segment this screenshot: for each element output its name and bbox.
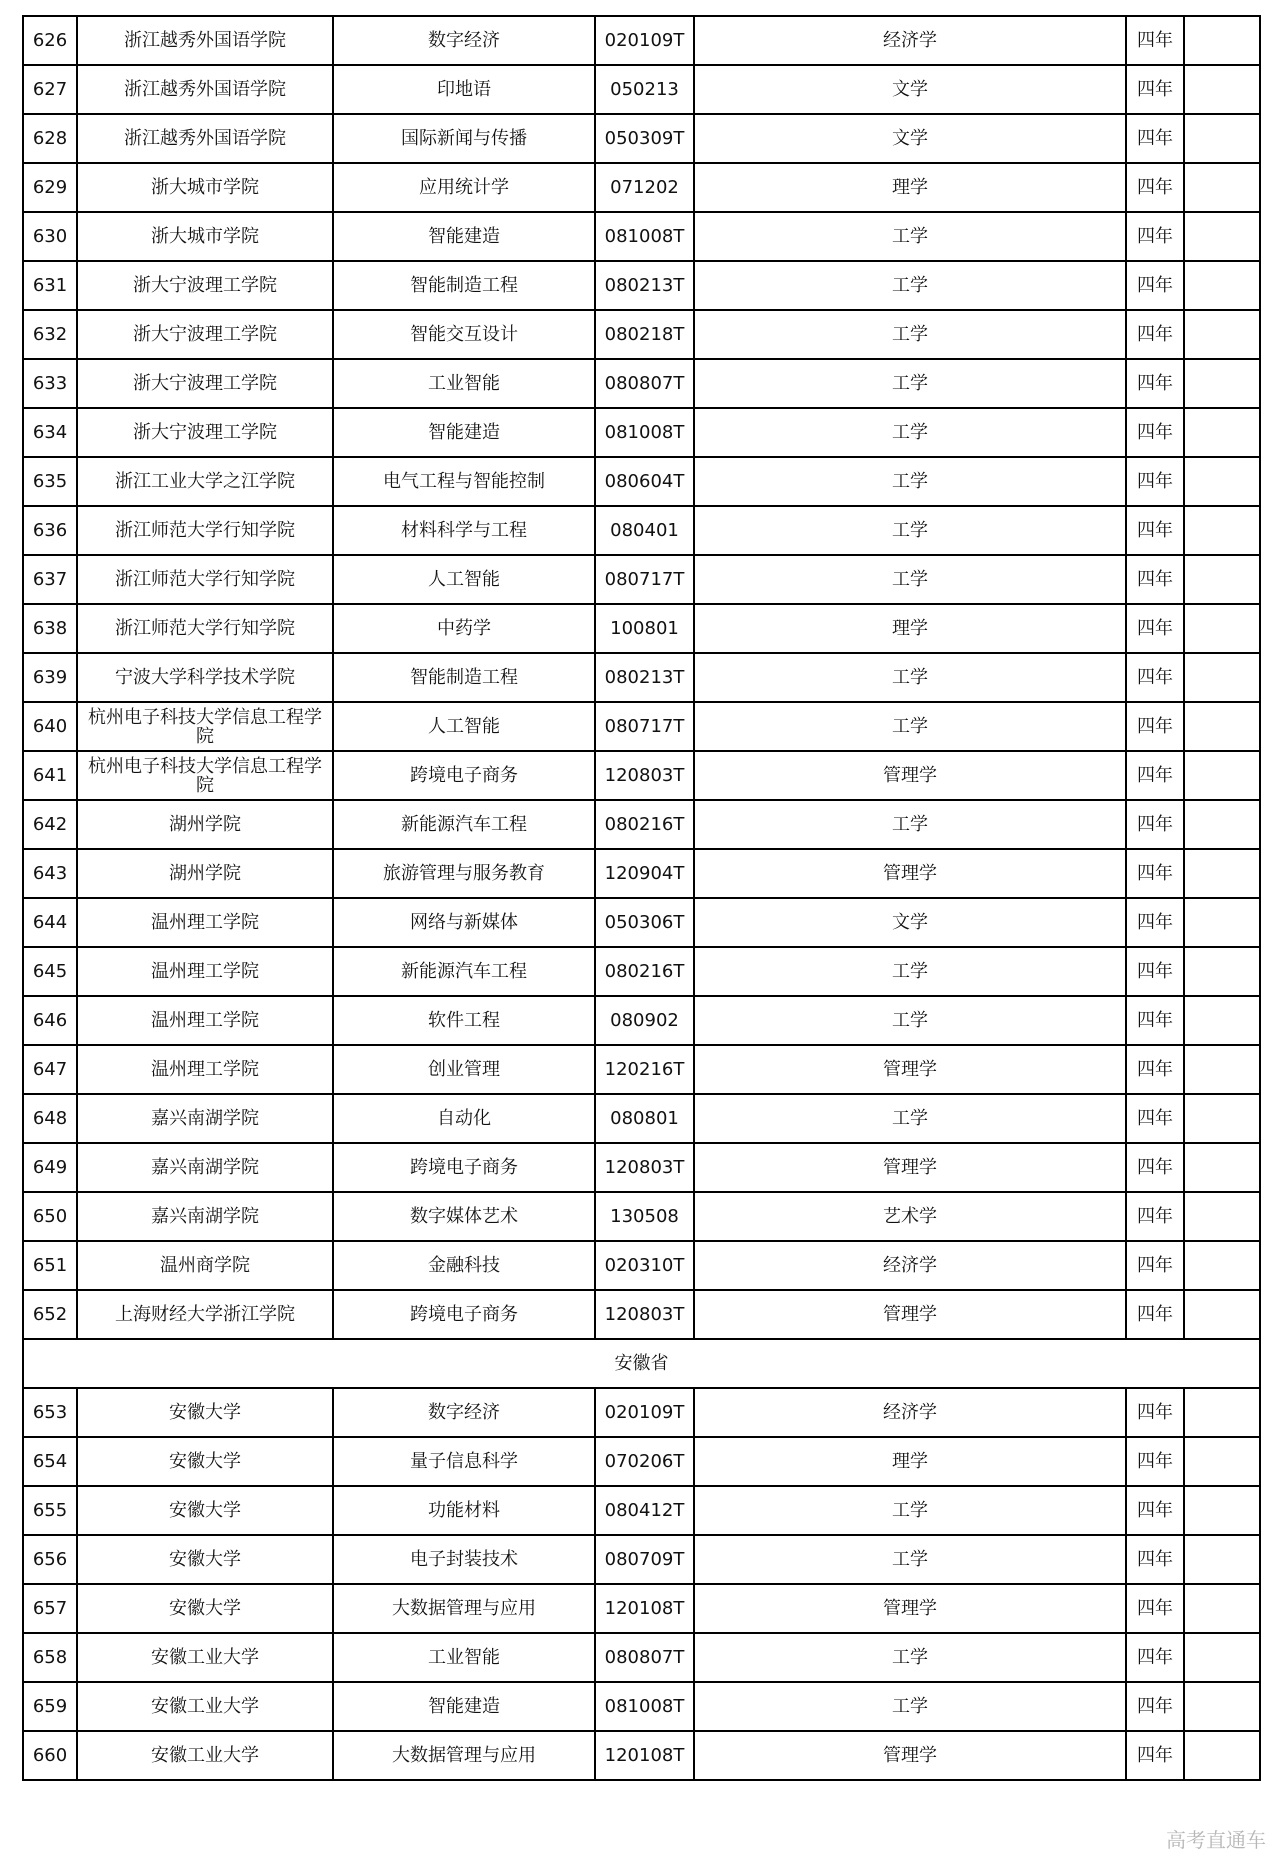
major-code-cell: 081008T	[595, 212, 694, 261]
remark-cell	[1184, 114, 1260, 163]
school-name-cell: 浙江越秀外国语学院	[77, 114, 333, 163]
remark-cell	[1184, 849, 1260, 898]
row-number-cell: 646	[23, 996, 77, 1045]
major-name-cell: 智能建造	[333, 1682, 595, 1731]
row-number-cell: 635	[23, 457, 77, 506]
major-code-cell: 120216T	[595, 1045, 694, 1094]
major-code-cell: 050213	[595, 65, 694, 114]
study-duration-cell: 四年	[1126, 555, 1184, 604]
remark-cell	[1184, 1143, 1260, 1192]
discipline-category-cell: 工学	[694, 947, 1126, 996]
remark-cell	[1184, 947, 1260, 996]
remark-cell	[1184, 310, 1260, 359]
table-row	[23, 1486, 1260, 1535]
school-name-cell: 安徽大学	[77, 1437, 333, 1486]
table-row	[23, 1045, 1260, 1094]
table-row	[23, 1584, 1260, 1633]
school-name-cell: 浙大城市学院	[77, 212, 333, 261]
major-name-cell: 金融科技	[333, 1241, 595, 1290]
discipline-category-cell: 工学	[694, 1535, 1126, 1584]
study-duration-cell: 四年	[1126, 751, 1184, 800]
major-name-cell: 电子封装技术	[333, 1535, 595, 1584]
row-number-cell: 632	[23, 310, 77, 359]
major-name-cell: 中药学	[333, 604, 595, 653]
school-name-cell: 安徽工业大学	[77, 1633, 333, 1682]
table-row	[23, 457, 1260, 506]
remark-cell	[1184, 1094, 1260, 1143]
table-row	[23, 1633, 1260, 1682]
major-name-cell: 跨境电子商务	[333, 1143, 595, 1192]
table-row	[23, 1241, 1260, 1290]
remark-cell	[1184, 996, 1260, 1045]
row-number-cell: 653	[23, 1388, 77, 1437]
row-number-cell: 628	[23, 114, 77, 163]
study-duration-cell: 四年	[1126, 653, 1184, 702]
major-code-cell: 070206T	[595, 1437, 694, 1486]
school-name-cell: 浙江师范大学行知学院	[77, 555, 333, 604]
discipline-category-cell: 艺术学	[694, 1192, 1126, 1241]
row-number-cell: 658	[23, 1633, 77, 1682]
discipline-category-cell: 工学	[694, 310, 1126, 359]
major-name-cell: 工业智能	[333, 1633, 595, 1682]
major-name-cell: 大数据管理与应用	[333, 1731, 595, 1780]
remark-cell	[1184, 1731, 1260, 1780]
row-number-cell: 631	[23, 261, 77, 310]
study-duration-cell: 四年	[1126, 16, 1184, 65]
school-name-cell: 浙江师范大学行知学院	[77, 506, 333, 555]
row-number-cell: 634	[23, 408, 77, 457]
school-name-cell: 浙江越秀外国语学院	[77, 65, 333, 114]
study-duration-cell: 四年	[1126, 310, 1184, 359]
major-name-cell: 创业管理	[333, 1045, 595, 1094]
table-row	[23, 555, 1260, 604]
major-code-cell: 071202	[595, 163, 694, 212]
remark-cell	[1184, 506, 1260, 555]
discipline-category-cell: 工学	[694, 555, 1126, 604]
table-row	[23, 1437, 1260, 1486]
major-name-cell: 数字经济	[333, 1388, 595, 1437]
study-duration-cell: 四年	[1126, 604, 1184, 653]
table-row	[23, 898, 1260, 947]
study-duration-cell: 四年	[1126, 1192, 1184, 1241]
study-duration-cell: 四年	[1126, 359, 1184, 408]
school-name-cell: 嘉兴南湖学院	[77, 1094, 333, 1143]
major-code-cell: 080717T	[595, 555, 694, 604]
discipline-category-cell: 理学	[694, 604, 1126, 653]
major-name-cell: 数字经济	[333, 16, 595, 65]
discipline-category-cell: 文学	[694, 898, 1126, 947]
watermark: 高考直通车	[1166, 1828, 1266, 1852]
major-name-cell: 跨境电子商务	[333, 751, 595, 800]
discipline-category-cell: 工学	[694, 1682, 1126, 1731]
school-name-cell: 浙江师范大学行知学院	[77, 604, 333, 653]
school-name-cell: 浙大宁波理工学院	[77, 408, 333, 457]
table-row	[23, 653, 1260, 702]
major-name-cell: 工业智能	[333, 359, 595, 408]
major-name-cell: 大数据管理与应用	[333, 1584, 595, 1633]
discipline-category-cell: 文学	[694, 65, 1126, 114]
school-name-cell: 安徽大学	[77, 1584, 333, 1633]
school-name-cell: 温州商学院	[77, 1241, 333, 1290]
discipline-category-cell: 工学	[694, 702, 1126, 751]
school-name-cell: 浙大宁波理工学院	[77, 359, 333, 408]
major-name-cell: 应用统计学	[333, 163, 595, 212]
study-duration-cell: 四年	[1126, 1143, 1184, 1192]
row-number-cell: 626	[23, 16, 77, 65]
major-code-cell: 120108T	[595, 1731, 694, 1780]
table-row	[23, 1094, 1260, 1143]
table-row	[23, 1682, 1260, 1731]
school-name-cell: 安徽大学	[77, 1535, 333, 1584]
major-code-cell: 080216T	[595, 800, 694, 849]
discipline-category-cell: 工学	[694, 457, 1126, 506]
remark-cell	[1184, 1290, 1260, 1339]
major-code-cell: 120904T	[595, 849, 694, 898]
school-name-cell: 温州理工学院	[77, 996, 333, 1045]
row-number-cell: 636	[23, 506, 77, 555]
major-code-cell: 080807T	[595, 1633, 694, 1682]
province-name: 安徽省	[23, 1339, 1260, 1388]
major-code-cell: 080801	[595, 1094, 694, 1143]
school-name-cell: 湖州学院	[77, 849, 333, 898]
major-code-cell: 080213T	[595, 261, 694, 310]
major-code-cell: 100801	[595, 604, 694, 653]
table-row	[23, 1290, 1260, 1339]
remark-cell	[1184, 1241, 1260, 1290]
major-name-cell: 智能建造	[333, 408, 595, 457]
major-name-cell: 数字媒体艺术	[333, 1192, 595, 1241]
school-name-cell: 温州理工学院	[77, 947, 333, 996]
major-name-cell: 智能建造	[333, 212, 595, 261]
table-body	[23, 16, 1260, 1780]
remark-cell	[1184, 16, 1260, 65]
study-duration-cell: 四年	[1126, 800, 1184, 849]
discipline-category-cell: 工学	[694, 1486, 1126, 1535]
discipline-category-cell: 文学	[694, 114, 1126, 163]
discipline-category-cell: 经济学	[694, 16, 1126, 65]
remark-cell	[1184, 1682, 1260, 1731]
major-code-cell: 080902	[595, 996, 694, 1045]
major-name-cell: 智能交互设计	[333, 310, 595, 359]
remark-cell	[1184, 898, 1260, 947]
study-duration-cell: 四年	[1126, 947, 1184, 996]
discipline-category-cell: 管理学	[694, 1584, 1126, 1633]
majors-table	[22, 15, 1261, 1781]
remark-cell	[1184, 1388, 1260, 1437]
table-row	[23, 16, 1260, 65]
remark-cell	[1184, 1192, 1260, 1241]
discipline-category-cell: 工学	[694, 408, 1126, 457]
table-row	[23, 1143, 1260, 1192]
major-name-cell: 软件工程	[333, 996, 595, 1045]
row-number-cell: 638	[23, 604, 77, 653]
school-name-cell: 杭州电子科技大学信息工程学院	[77, 702, 333, 751]
discipline-category-cell: 工学	[694, 800, 1126, 849]
remark-cell	[1184, 1437, 1260, 1486]
major-name-cell: 智能制造工程	[333, 261, 595, 310]
remark-cell	[1184, 212, 1260, 261]
row-number-cell: 649	[23, 1143, 77, 1192]
table-row	[23, 604, 1260, 653]
major-name-cell: 功能材料	[333, 1486, 595, 1535]
row-number-cell: 655	[23, 1486, 77, 1535]
remark-cell	[1184, 1486, 1260, 1535]
row-number-cell: 660	[23, 1731, 77, 1780]
school-name-cell: 浙江工业大学之江学院	[77, 457, 333, 506]
study-duration-cell: 四年	[1126, 1437, 1184, 1486]
major-code-cell: 120803T	[595, 1290, 694, 1339]
major-code-cell: 050306T	[595, 898, 694, 947]
remark-cell	[1184, 1535, 1260, 1584]
remark-cell	[1184, 751, 1260, 800]
school-name-cell: 嘉兴南湖学院	[77, 1192, 333, 1241]
table-row	[23, 163, 1260, 212]
row-number-cell: 656	[23, 1535, 77, 1584]
study-duration-cell: 四年	[1126, 1584, 1184, 1633]
study-duration-cell: 四年	[1126, 163, 1184, 212]
table-row	[23, 1388, 1260, 1437]
study-duration-cell: 四年	[1126, 65, 1184, 114]
table-row	[23, 359, 1260, 408]
major-code-cell: 080717T	[595, 702, 694, 751]
school-name-cell: 嘉兴南湖学院	[77, 1143, 333, 1192]
major-code-cell: 080807T	[595, 359, 694, 408]
row-number-cell: 657	[23, 1584, 77, 1633]
major-name-cell: 旅游管理与服务教育	[333, 849, 595, 898]
discipline-category-cell: 经济学	[694, 1388, 1126, 1437]
remark-cell	[1184, 1584, 1260, 1633]
table-row	[23, 947, 1260, 996]
major-code-cell: 080401	[595, 506, 694, 555]
table-row	[23, 261, 1260, 310]
major-name-cell: 电气工程与智能控制	[333, 457, 595, 506]
major-name-cell: 国际新闻与传播	[333, 114, 595, 163]
major-name-cell: 量子信息科学	[333, 1437, 595, 1486]
discipline-category-cell: 管理学	[694, 1045, 1126, 1094]
major-code-cell: 020109T	[595, 1388, 694, 1437]
study-duration-cell: 四年	[1126, 898, 1184, 947]
major-code-cell: 020109T	[595, 16, 694, 65]
table-row	[23, 114, 1260, 163]
discipline-category-cell: 管理学	[694, 751, 1126, 800]
major-code-cell: 130508	[595, 1192, 694, 1241]
discipline-category-cell: 工学	[694, 653, 1126, 702]
school-name-cell: 温州理工学院	[77, 1045, 333, 1094]
discipline-category-cell: 管理学	[694, 1143, 1126, 1192]
remark-cell	[1184, 555, 1260, 604]
major-name-cell: 新能源汽车工程	[333, 947, 595, 996]
major-code-cell: 020310T	[595, 1241, 694, 1290]
discipline-category-cell: 工学	[694, 506, 1126, 555]
remark-cell	[1184, 359, 1260, 408]
school-name-cell: 安徽大学	[77, 1486, 333, 1535]
row-number-cell: 627	[23, 65, 77, 114]
major-name-cell: 人工智能	[333, 555, 595, 604]
table-row	[23, 996, 1260, 1045]
discipline-category-cell: 工学	[694, 1633, 1126, 1682]
remark-cell	[1184, 604, 1260, 653]
row-number-cell: 630	[23, 212, 77, 261]
row-number-cell: 659	[23, 1682, 77, 1731]
table-row	[23, 1731, 1260, 1780]
row-number-cell: 639	[23, 653, 77, 702]
study-duration-cell: 四年	[1126, 1535, 1184, 1584]
study-duration-cell: 四年	[1126, 506, 1184, 555]
discipline-category-cell: 管理学	[694, 849, 1126, 898]
table-row	[23, 849, 1260, 898]
row-number-cell: 629	[23, 163, 77, 212]
row-number-cell: 654	[23, 1437, 77, 1486]
major-code-cell: 080709T	[595, 1535, 694, 1584]
school-name-cell: 浙大城市学院	[77, 163, 333, 212]
table-row	[23, 506, 1260, 555]
discipline-category-cell: 工学	[694, 212, 1126, 261]
province-header-row	[23, 1339, 1260, 1388]
study-duration-cell: 四年	[1126, 1094, 1184, 1143]
major-code-cell: 081008T	[595, 1682, 694, 1731]
remark-cell	[1184, 702, 1260, 751]
school-name-cell: 浙大宁波理工学院	[77, 261, 333, 310]
study-duration-cell: 四年	[1126, 1682, 1184, 1731]
study-duration-cell: 四年	[1126, 261, 1184, 310]
row-number-cell: 640	[23, 702, 77, 751]
row-number-cell: 633	[23, 359, 77, 408]
remark-cell	[1184, 408, 1260, 457]
discipline-category-cell: 工学	[694, 1094, 1126, 1143]
major-name-cell: 人工智能	[333, 702, 595, 751]
study-duration-cell: 四年	[1126, 457, 1184, 506]
discipline-category-cell: 工学	[694, 359, 1126, 408]
discipline-category-cell: 理学	[694, 1437, 1126, 1486]
major-name-cell: 网络与新媒体	[333, 898, 595, 947]
remark-cell	[1184, 1633, 1260, 1682]
table-row	[23, 800, 1260, 849]
study-duration-cell: 四年	[1126, 1731, 1184, 1780]
remark-cell	[1184, 65, 1260, 114]
remark-cell	[1184, 457, 1260, 506]
school-name-cell: 安徽大学	[77, 1388, 333, 1437]
major-name-cell: 自动化	[333, 1094, 595, 1143]
study-duration-cell: 四年	[1126, 849, 1184, 898]
study-duration-cell: 四年	[1126, 114, 1184, 163]
major-code-cell: 120108T	[595, 1584, 694, 1633]
remark-cell	[1184, 653, 1260, 702]
major-code-cell: 120803T	[595, 751, 694, 800]
study-duration-cell: 四年	[1126, 996, 1184, 1045]
table-row	[23, 751, 1260, 800]
study-duration-cell: 四年	[1126, 702, 1184, 751]
major-name-cell: 新能源汽车工程	[333, 800, 595, 849]
discipline-category-cell: 理学	[694, 163, 1126, 212]
discipline-category-cell: 工学	[694, 996, 1126, 1045]
discipline-category-cell: 经济学	[694, 1241, 1126, 1290]
table-row	[23, 1192, 1260, 1241]
row-number-cell: 641	[23, 751, 77, 800]
table-row	[23, 1535, 1260, 1584]
discipline-category-cell: 工学	[694, 261, 1126, 310]
major-code-cell: 080412T	[595, 1486, 694, 1535]
major-name-cell: 跨境电子商务	[333, 1290, 595, 1339]
major-code-cell: 080216T	[595, 947, 694, 996]
school-name-cell: 安徽工业大学	[77, 1731, 333, 1780]
table-row	[23, 65, 1260, 114]
major-code-cell: 081008T	[595, 408, 694, 457]
study-duration-cell: 四年	[1126, 1241, 1184, 1290]
major-name-cell: 印地语	[333, 65, 595, 114]
remark-cell	[1184, 1045, 1260, 1094]
discipline-category-cell: 管理学	[694, 1290, 1126, 1339]
major-code-cell: 120803T	[595, 1143, 694, 1192]
study-duration-cell: 四年	[1126, 1290, 1184, 1339]
school-name-cell: 温州理工学院	[77, 898, 333, 947]
remark-cell	[1184, 800, 1260, 849]
study-duration-cell: 四年	[1126, 212, 1184, 261]
study-duration-cell: 四年	[1126, 1045, 1184, 1094]
table-row	[23, 702, 1260, 751]
major-code-cell: 080213T	[595, 653, 694, 702]
school-name-cell: 湖州学院	[77, 800, 333, 849]
row-number-cell: 647	[23, 1045, 77, 1094]
row-number-cell: 648	[23, 1094, 77, 1143]
row-number-cell: 642	[23, 800, 77, 849]
discipline-category-cell: 管理学	[694, 1731, 1126, 1780]
school-name-cell: 宁波大学科学技术学院	[77, 653, 333, 702]
study-duration-cell: 四年	[1126, 1486, 1184, 1535]
row-number-cell: 645	[23, 947, 77, 996]
major-code-cell: 050309T	[595, 114, 694, 163]
major-code-cell: 080604T	[595, 457, 694, 506]
row-number-cell: 650	[23, 1192, 77, 1241]
school-name-cell: 上海财经大学浙江学院	[77, 1290, 333, 1339]
remark-cell	[1184, 163, 1260, 212]
row-number-cell: 651	[23, 1241, 77, 1290]
study-duration-cell: 四年	[1126, 1633, 1184, 1682]
table-row	[23, 310, 1260, 359]
table-row	[23, 212, 1260, 261]
study-duration-cell: 四年	[1126, 1388, 1184, 1437]
school-name-cell: 浙江越秀外国语学院	[77, 16, 333, 65]
table-row	[23, 408, 1260, 457]
school-name-cell: 浙大宁波理工学院	[77, 310, 333, 359]
row-number-cell: 637	[23, 555, 77, 604]
row-number-cell: 652	[23, 1290, 77, 1339]
row-number-cell: 644	[23, 898, 77, 947]
school-name-cell: 杭州电子科技大学信息工程学院	[77, 751, 333, 800]
study-duration-cell: 四年	[1126, 408, 1184, 457]
major-code-cell: 080218T	[595, 310, 694, 359]
major-name-cell: 智能制造工程	[333, 653, 595, 702]
major-name-cell: 材料科学与工程	[333, 506, 595, 555]
remark-cell	[1184, 261, 1260, 310]
school-name-cell: 安徽工业大学	[77, 1682, 333, 1731]
row-number-cell: 643	[23, 849, 77, 898]
